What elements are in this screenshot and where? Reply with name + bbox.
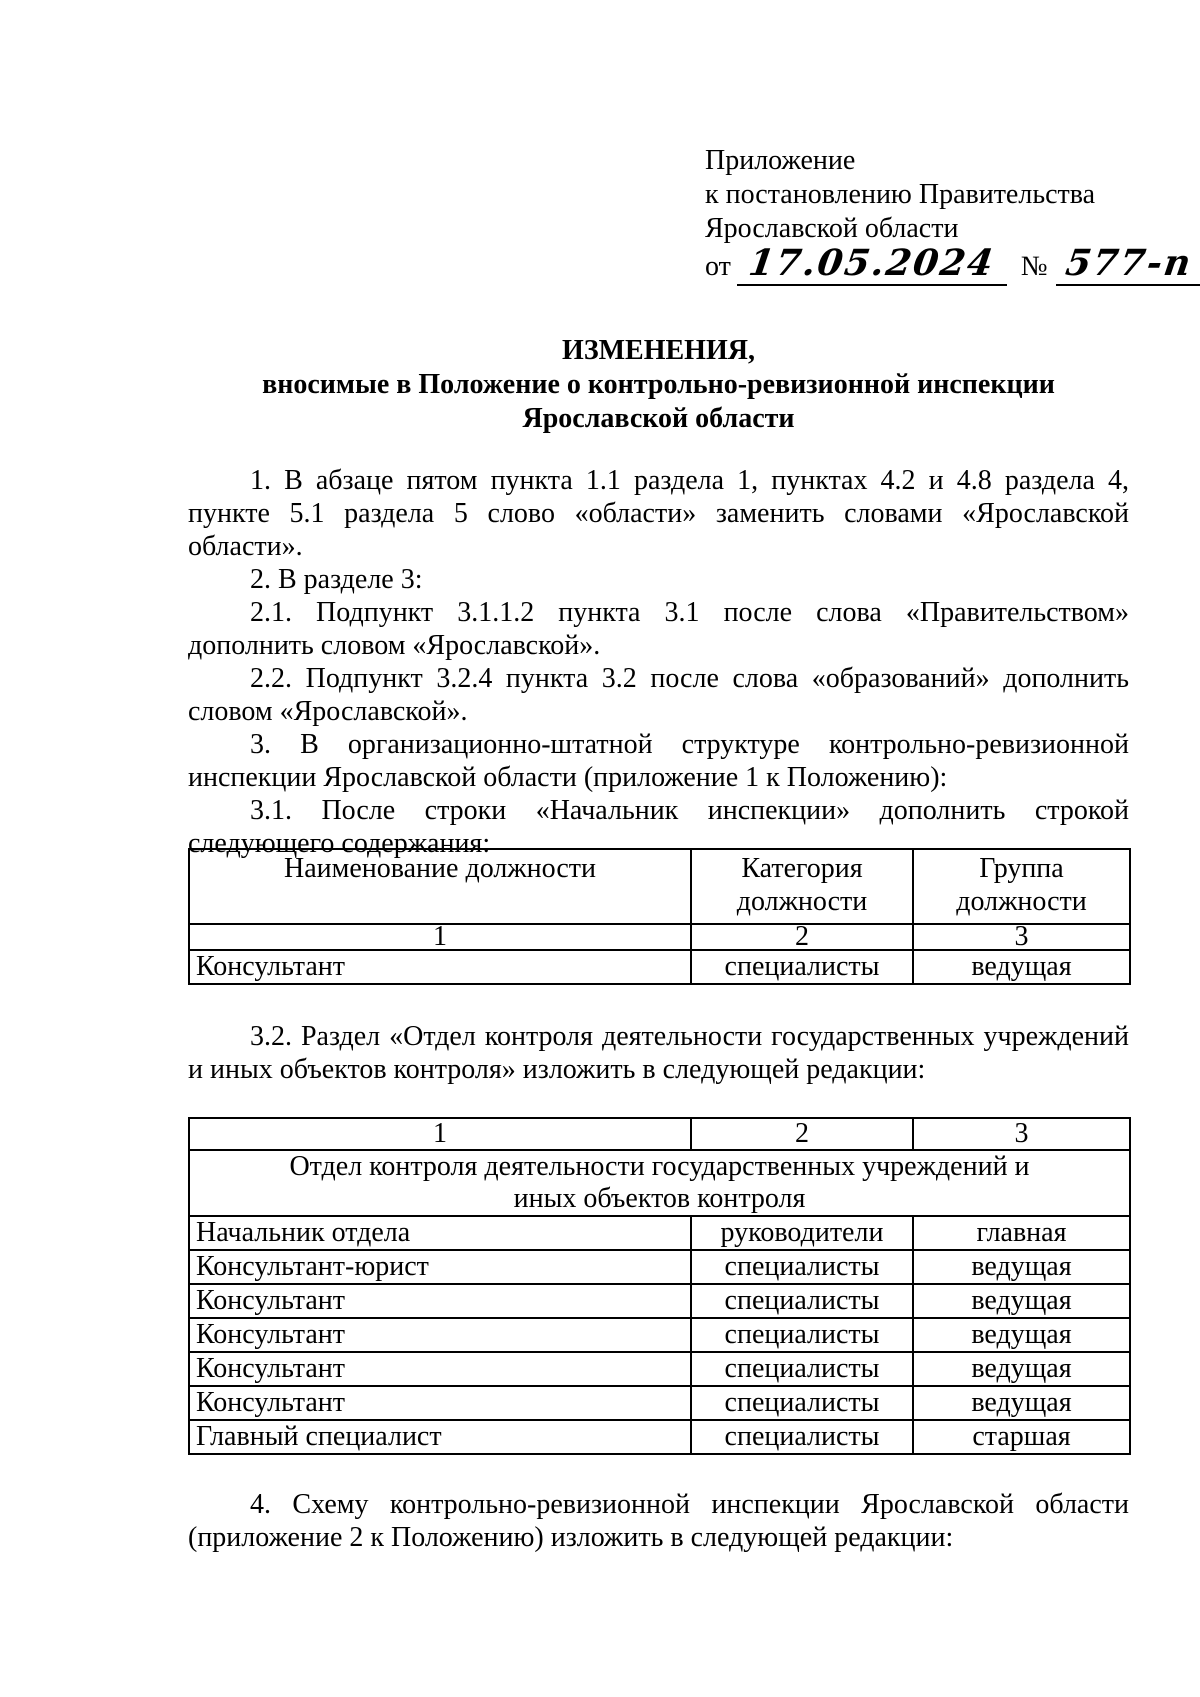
table-cell-position: Консультант (189, 1352, 691, 1386)
appendix-line-3: Ярославской области (705, 213, 959, 244)
table-row (189, 1216, 1130, 1250)
table-cell-category: специалисты (691, 1386, 913, 1420)
numbering-cell: 2 (691, 1118, 913, 1150)
appendix-line-2: к постановлению Правительства (705, 179, 1096, 210)
paragraph-2-2: 2.2. Подпункт 3.2.4 пункта 3.2 после слова «образований» дополнить словом «Ярославской». (188, 663, 1129, 727)
table1-header-cell: Наименование должности (189, 849, 691, 924)
paragraph-3-2: 3.2. Раздел «Отдел контроля деятельности государственных учреждений и иных объектов контроля» изложить в следующей редакции: (188, 1021, 1129, 1085)
appendix-line-1: Приложение (705, 145, 856, 176)
table-cell-category: специалисты (691, 950, 913, 984)
table1-header-cell: Группа должности (913, 849, 1130, 924)
table-cell-group: старшая (913, 1420, 1130, 1454)
handwritten-number: 577-п (1062, 242, 1195, 284)
paragraph-2-1: 2.1. Подпункт 3.1.1.2 пункта 3.1 после слова «Правительством» дополнить словом «Ярославской». (188, 597, 1129, 661)
body-paragraphs (188, 464, 1129, 860)
section-header-cell (189, 1150, 1130, 1216)
table-row (189, 1386, 1130, 1420)
table-cell-group: ведущая (913, 1318, 1130, 1352)
date-prefix: от (705, 251, 731, 282)
section-title: Отдел контроля деятельности государственных учреждений и иных объектов контроля (289, 1151, 1030, 1214)
numbering-cell: 1 (189, 924, 691, 950)
numbering-cell: 2 (691, 924, 913, 950)
numbering-cell: 3 (913, 1118, 1130, 1150)
number-sign: № (1020, 251, 1048, 282)
table-cell-group: ведущая (913, 950, 1130, 984)
document-title (188, 334, 1129, 436)
table-cell-position: Консультант (189, 1318, 691, 1352)
table-cell-category: специалисты (691, 1318, 913, 1352)
table-cell-group: ведущая (913, 1250, 1130, 1284)
table-cell-category: специалисты (691, 1352, 913, 1386)
paragraph-1: 1. В абзаце пятом пункта 1.1 раздела 1, пунктах 4.2 и 4.8 раздела 4, пункте 5.1 раздела 5 слово «области» заменить словами «Ярославской области». (188, 465, 1129, 562)
table-cell-position: Консультант (189, 1284, 691, 1318)
paragraph-2: 2. В разделе 3: (250, 564, 423, 595)
table-cell-position: Консультант (189, 1386, 691, 1420)
table1-numbering-row (189, 924, 1130, 950)
body-paragraphs (188, 1488, 1129, 1554)
table-row (189, 1352, 1130, 1386)
paragraph-3: 3. В организационно-штатной структуре контрольно-ревизионной инспекции Ярославской области (приложение 1 к Положению): (188, 729, 1129, 793)
table-cell-position: Консультант (189, 950, 691, 984)
appendix-date-line (705, 242, 1200, 286)
staff-table-1 (188, 848, 1131, 985)
paragraph-3-1: 3.1. После строки «Начальник инспекции» дополнить строкой следующего содержания: (188, 795, 1129, 859)
table-row (189, 1250, 1130, 1284)
table-row (189, 1284, 1130, 1318)
table-cell-position: Консультант-юрист (189, 1250, 691, 1284)
table1-header-row (189, 849, 1130, 924)
table2-numbering-row (189, 1118, 1130, 1150)
handwritten-date: 17.05.2024 (746, 242, 998, 284)
title-line-1: ИЗМЕНЕНИЯ, (562, 335, 755, 366)
date-underline (737, 242, 1007, 286)
table-cell-category: специалисты (691, 1250, 913, 1284)
number-underline (1056, 242, 1200, 286)
title-line-3: Ярославской области (522, 403, 795, 434)
table1-header-cell: Категория должности (691, 849, 913, 924)
table-cell-group: ведущая (913, 1352, 1130, 1386)
body-paragraphs (188, 1020, 1129, 1086)
table-cell-group: ведущая (913, 1284, 1130, 1318)
table-cell-position: Начальник отдела (189, 1216, 691, 1250)
table-cell-group: ведущая (913, 1386, 1130, 1420)
table-cell-category: руководители (691, 1216, 913, 1250)
table-cell-group: главная (913, 1216, 1130, 1250)
staff-table-2 (188, 1117, 1131, 1455)
numbering-cell: 1 (189, 1118, 691, 1150)
title-line-2: вносимые в Положение о контрольно-ревизионной инспекции (262, 369, 1055, 400)
table-row (189, 950, 1130, 984)
table-row (189, 1318, 1130, 1352)
table-cell-category: специалисты (691, 1420, 913, 1454)
numbering-cell: 3 (913, 924, 1130, 950)
table2-section-row (189, 1150, 1130, 1216)
table-cell-position: Главный специалист (189, 1420, 691, 1454)
table-row (189, 1420, 1130, 1454)
appendix-note (705, 144, 1200, 286)
paragraph-4: 4. Схему контрольно-ревизионной инспекции Ярославской области (приложение 2 к Положению) изложить в следующей редакции: (188, 1489, 1129, 1553)
table-cell-category: специалисты (691, 1284, 913, 1318)
